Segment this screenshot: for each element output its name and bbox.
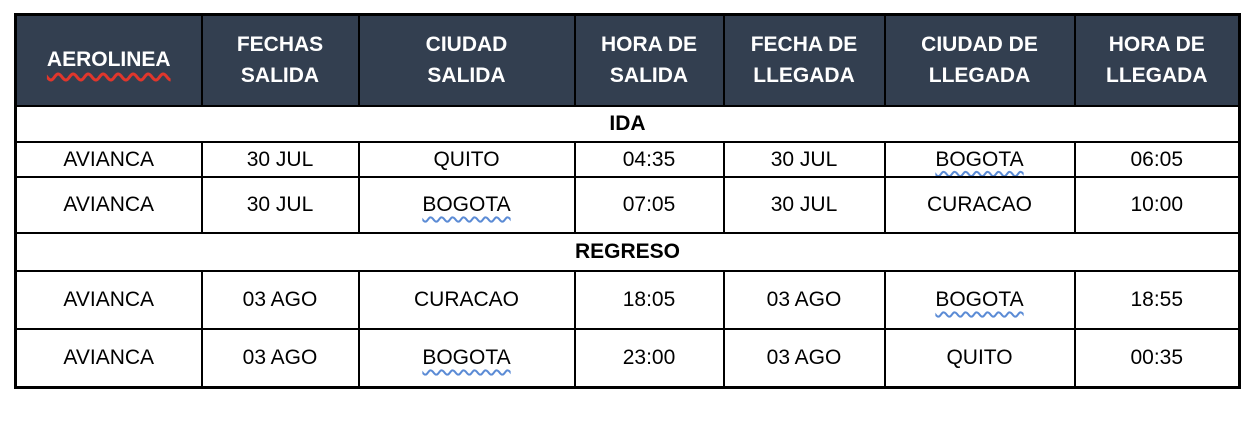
cell-hora-salida: 04:35 (575, 142, 724, 177)
col-header-line: LLEGADA (753, 63, 855, 87)
col-header-ciudad-de-llegada (885, 15, 1075, 107)
cell-fecha-salida: 30 JUL (202, 177, 359, 233)
cell-hora-llegada: 00:35 (1075, 329, 1240, 387)
col-header-line: SALIDA (240, 63, 320, 87)
col-header-ciudad-salida (359, 15, 575, 107)
section-label: REGRESO (16, 233, 1240, 271)
col-header-line: SALIDA (427, 63, 506, 87)
col-header-line: LLEGADA (1106, 63, 1208, 87)
cell-ciudad-salida: QUITO (359, 142, 575, 177)
cell-aerolinea: AVIANCA (16, 177, 202, 233)
cell-ciudad-salida: CURACAO (359, 271, 575, 329)
cell-hora-salida: 18:05 (575, 271, 724, 329)
section-label: IDA (16, 106, 1240, 142)
col-header-line: CIUDAD DE (921, 33, 1038, 57)
col-header-fecha-de-llegada (724, 15, 885, 107)
itinerary-row (16, 177, 1240, 233)
cell-ciudad-salida: BOGOTA (359, 329, 575, 387)
cell-fecha-llegada: 03 AGO (724, 329, 885, 387)
cell-hora-llegada: 10:00 (1075, 177, 1240, 233)
col-header-aerolinea (16, 15, 202, 107)
cell-hora-salida: 07:05 (575, 177, 724, 233)
itinerary-row (16, 142, 1240, 177)
table-body (16, 106, 1240, 387)
col-header-line: LLEGADA (928, 63, 1031, 87)
cell-hora-salida: 23:00 (575, 329, 724, 387)
col-header-line: FECHA DE (750, 33, 858, 57)
cell-ciudad-llegada: BOGOTA (885, 271, 1075, 329)
col-header-line: FECHAS (236, 33, 324, 57)
cell-hora-llegada: 06:05 (1075, 142, 1240, 177)
col-header-line: HORA DE (600, 33, 698, 57)
cell-ciudad-llegada: BOGOTA (885, 142, 1075, 177)
itinerary-row (16, 329, 1240, 387)
cell-ciudad-salida: BOGOTA (359, 177, 575, 233)
cell-fecha-salida: 03 AGO (202, 329, 359, 387)
col-header-hora-de-salida (575, 15, 724, 107)
col-header-line: CIUDAD (425, 33, 508, 57)
cell-fecha-salida: 03 AGO (202, 271, 359, 329)
section-header-ida (16, 106, 1240, 142)
cell-aerolinea: AVIANCA (16, 142, 202, 177)
cell-fecha-llegada: 30 JUL (724, 177, 885, 233)
itinerary-row (16, 271, 1240, 329)
col-header-line: SALIDA (609, 63, 689, 87)
table-header (16, 15, 1240, 107)
cell-fecha-llegada: 30 JUL (724, 142, 885, 177)
cell-ciudad-llegada: QUITO (885, 329, 1075, 387)
header-row (16, 15, 1240, 107)
cell-fecha-llegada: 03 AGO (724, 271, 885, 329)
section-header-regreso (16, 233, 1240, 271)
cell-aerolinea: AVIANCA (16, 329, 202, 387)
cell-fecha-salida: 30 JUL (202, 142, 359, 177)
flight-itinerary-table (14, 13, 1241, 389)
cell-aerolinea: AVIANCA (16, 271, 202, 329)
col-header-hora-de-llegada (1075, 15, 1240, 107)
cell-ciudad-llegada: CURACAO (885, 177, 1075, 233)
col-header-fechas-salida (202, 15, 359, 107)
col-header-label: AEROLINEA (46, 48, 171, 72)
col-header-line: HORA DE (1108, 33, 1205, 57)
cell-hora-llegada: 18:55 (1075, 271, 1240, 329)
